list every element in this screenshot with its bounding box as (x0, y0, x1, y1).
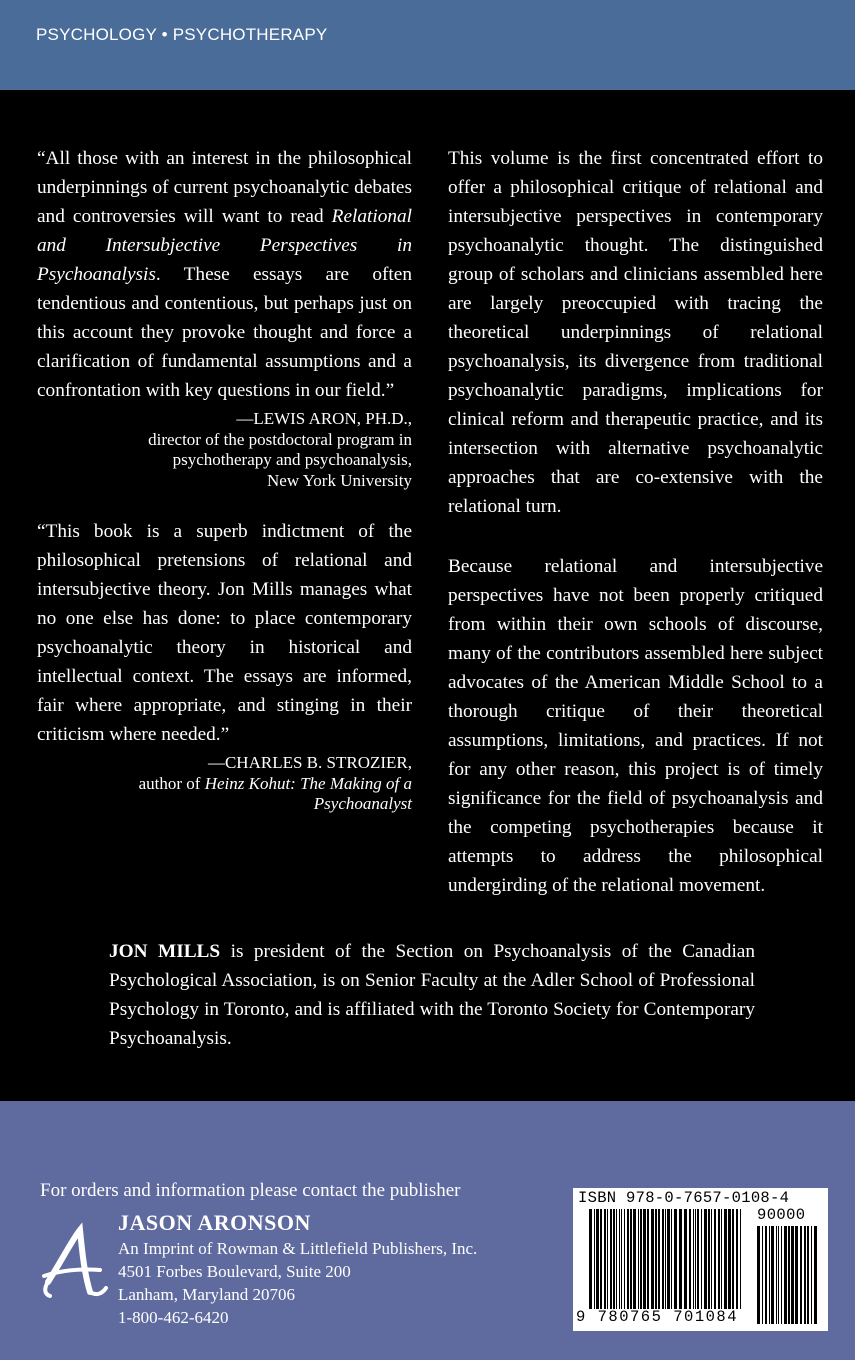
addon-barcode-bars-icon (757, 1226, 821, 1324)
endorser-name: —LEWIS ARON, PH.D., (236, 409, 412, 428)
author-bio: JON MILLS is president of the Section on Psychoanalysis of the Canadian Psychological Association, is on Senior Faculty at the Adler School of Professional Psychology in Toronto, and is affiliated with the Toronto Society for Contemporary Psychoanalysis. (109, 941, 756, 1049)
publisher-phone: 1-800-462-6420 (118, 1308, 229, 1327)
top-category-bar (0, 0, 855, 90)
description-column (448, 144, 823, 900)
endorser-name: —CHARLES B. STROZIER, (207, 753, 412, 772)
barcode-bars-icon (589, 1209, 744, 1309)
endorsement-attribution-2: —CHARLES B. STROZIER, author of Heinz Kohut: The Making of a Psychoanalyst (37, 753, 412, 815)
publisher-address-line-1: 4501 Forbes Boulevard, Suite 200 (118, 1262, 351, 1281)
endorsement-attribution-1: —LEWIS ARON, PH.D., director of the postdoctoral program in psychotherapy and psychoanalysis, New York University (37, 409, 412, 491)
price-code: 90000 (757, 1206, 806, 1224)
isbn-number: ISBN 978-0-7657-0108-4 (578, 1189, 790, 1207)
author-name: JON MILLS (109, 941, 221, 962)
book-title: Relational and Intersubjective Perspectives in Psychoanalysis (37, 206, 412, 285)
category-label: PSYCHOLOGY • PSYCHOTHERAPY (36, 25, 328, 44)
publisher-logo-icon (40, 1222, 110, 1302)
isbn-barcode (573, 1188, 828, 1331)
endorsements-column (37, 144, 412, 815)
publisher-name: JASON ARONSON (118, 1210, 311, 1235)
publisher-imprint: An Imprint of Rowman & Littlefield Publishers, Inc. (118, 1239, 478, 1258)
ean-digits: 9 780765 701084 (576, 1308, 739, 1326)
publisher-address-line-2: Lanham, Maryland 20706 (118, 1285, 296, 1304)
endorsement-quote-1: “All those with an interest in the philosophical underpinnings of current psychoanalytic debates and controversies will want to read Relational and Intersubjective Perspectives in Psychoanalysis. These essays are often tendentious and contentious, but perhaps just on this account they provoke thought and force a clarification of fundamental assumptions and a confrontation with key questions in our field.” (37, 148, 412, 401)
description-paragraph-2: Because relational and intersubjective perspectives have not been properly critiqued from within their own schools of discourse, many of the contributors assembled here subject advocates of the American Middle School to a thorough critique of their theoretical assumptions, limitations, and practices. If not for any other reason, this project is of timely significance for the field of psychoanalysis and the competing psychotherapies because it attempts to address the philosophical undergirding of the relational movement. (448, 556, 823, 896)
orders-info: For orders and information please contact the publisher (40, 1180, 461, 1201)
description-paragraph-1: This volume is the first concentrated effort to offer a philosophical critique of relational and intersubjective perspectives in contemporary psychoanalytic thought. The distinguished group of scholars and clinicians assembled here are largely preoccupied with tracing the theoretical underpinnings of relational psychoanalysis, its divergence from traditional psychoanalytic paradigms, implications for clinical reform and therapeutic practice, and its intersection with alternative psychoanalytic approaches that are co-extensive with the relational turn. (448, 148, 823, 517)
endorsement-quote-2: “This book is a superb indictment of the philosophical pretensions of relational and intersubjective theory. Jon Mills manages what no one else has done: to place contemporary psychoanalytic theory in historical and intellectual context. The essays are informed, fair where appropriate, and stinging in their criticism where needed.” (37, 521, 412, 745)
